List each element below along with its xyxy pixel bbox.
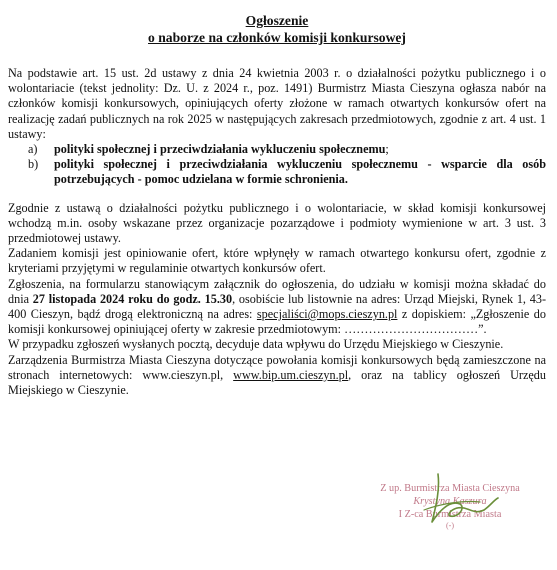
publication-text: Zarządzenia Burmistrza Miasta Cieszyna dotyczące powołania komisji konkursowych będą zamieszczone na stronach internetowych: www.cieszyn.pl, xyxy=(8,352,546,382)
publication-paragraph xyxy=(8,353,546,399)
stamp-line-4: (-) xyxy=(446,521,454,530)
postal-paragraph: W przypadku zgłoszeń wysłanych pocztą, decyduje data wpływu do Urzędu Miejskiego w Cieszynie. xyxy=(8,337,504,352)
submission-text: z dopiskiem: „Zgłoszenie do komisji konkursowej opiniującej oferty w zakresie przedmiotowym: ……………………………”. xyxy=(8,307,546,337)
list-item-text: polityki społecznej i przeciwdziałania wykluczeniu społecznemu - wsparcie dla osób potrzebujących - pomoc udzielana w formie schronienia. xyxy=(54,157,546,187)
composition-paragraph: Zgodnie z ustawą o działalności pożytku publicznego i o wolontariacie, w skład komisji konkursowej wchodzą m.in. osoby wskazane przez organizacje pozarządowe i podmioty wymienione w art. 3 ust. 3 przedmiotowej ustawy. xyxy=(8,200,546,246)
publication-text: , oraz na tablicy ogłoszeń Urzędu Miejskiego w Cieszynie. xyxy=(8,367,546,398)
deadline-text: 27 listopada 2024 roku do godz. 15.30 xyxy=(32,291,233,306)
email-link[interactable]: specjaliści@mops.cieszyn.pl xyxy=(256,307,398,322)
intro-paragraph: Na podstawie art. 15 ust. 2d ustawy z dnia 24 kwietnia 2003 r. o działalności pożytku publicznego i o wolontariacie (tekst jednolity: Dz. U. z 2024 r., poz. 1491) Burmistrz Miasta Cieszyna ogłasza nabór na członków komisji konkursowych, opiniujących oferty złożone w ramach otwartych konkursów ofert na realizację zadań publicznych na rok 2025 w następujących zakresach przedmiotowych, zgodnie z art. 4 ust. 1 ustawy: xyxy=(8,66,546,141)
submission-text: , osobiście lub listownie na adres: Urząd Miejski, Rynek 1, 43-400 Cieszyn, bądź drogą elektroniczną na adres: xyxy=(8,291,547,322)
scope-list-item xyxy=(8,157,546,187)
stamp-line-2: Krystyna Kaszura xyxy=(413,496,487,507)
submission-paragraph xyxy=(8,277,546,338)
title-line-2: o naborze na członków komisji konkursowej xyxy=(148,30,406,45)
submission-text: Zgłoszenia, na formularzu stanowiącym załącznik do ogłoszenia, do udziału w komisji można składać do dnia xyxy=(8,276,546,306)
bip-link[interactable]: www.bip.um.cieszyn.pl xyxy=(233,367,349,382)
list-item-suffix: ; xyxy=(385,142,389,157)
scope-list xyxy=(8,142,546,188)
handwritten-signature-icon xyxy=(410,470,500,530)
title-line-1: Ogłoszenie xyxy=(245,13,309,28)
stamp-line-3: I Z-ca Burmistrza Miasta xyxy=(398,509,502,520)
task-paragraph: Zadaniem komisji jest opiniowanie ofert, które wpłynęły w ramach otwartego konkursu ofert, zgodnie z kryteriami przyjętymi w regulaminie otwartych konkursów ofert. xyxy=(8,246,546,276)
list-item-text: polityki społecznej i przeciwdziałania wykluczeniu społecznemu xyxy=(54,142,386,157)
scope-list-item xyxy=(8,142,546,157)
stamp-line-1: Z up. Burmistrza Miasta Cieszyna xyxy=(380,483,520,494)
announcement-document xyxy=(8,12,546,398)
list-marker: b) xyxy=(28,157,39,172)
list-marker: a) xyxy=(28,142,38,157)
